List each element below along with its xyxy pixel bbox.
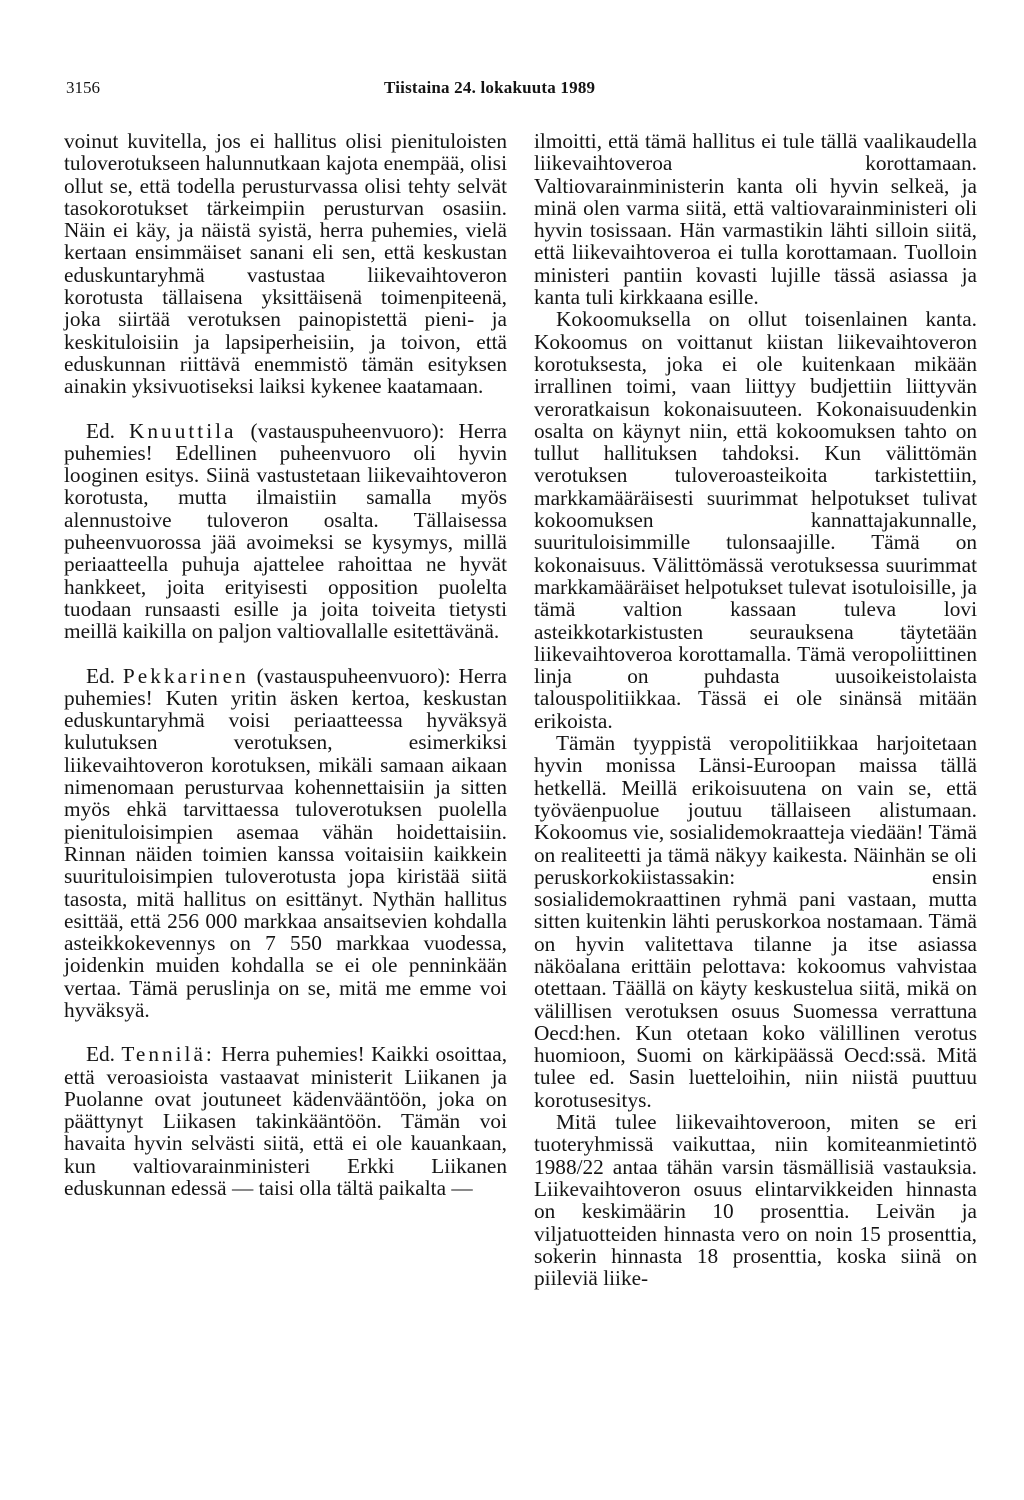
speaker-prefix: Ed. — [86, 418, 115, 443]
paragraph: Kokoomuksella on ollut toisenlainen kanta. Kokoomus on voittanut kiistan liikevaihtoveron korotuksesta, joka ei ole kuitenkaan mikään irrallinen toimi, vaan liittyy budjettiin liittyvän veroratkaisun kokonaisuuteen. Kokonaisuudenkin osalta on käynyt niin, että kokoomuksen tahto on tullut hallituksen tahdoksi. Kun välittömän verotuksen tuloveroasteikoita tarkistettiin, markkamääräisesti suurimmat helpotukset tulivat kokoomuksen kannattajakunnalle, suurituloisimmille tulonsaajille. Tämä on kokonaisuus. Välittömässä verotuksessa suurimmat markkamääräiset helpotukset tulevat isotuloisille, ja tämä valtion kassaan tuleva lovi asteikkotarkistusten seurauksena täytetään liikevaihtoveroa korottamalla. Tämä veropoliittinen linja on puhdasta uusoikeistolaista talouspolitiikkaa. Tässä ei ole sinänsä mitään erikoista. — [534, 307, 977, 733]
speaker-prefix: Ed. — [86, 663, 115, 688]
page-date: Tiistaina 24. lokakuuta 1989 — [384, 78, 596, 97]
left-column — [64, 130, 507, 1199]
paragraph: Tämän tyyppistä veropolitiikkaa harjoitetaan hyvin monissa Länsi-Euroopan maissa tällä hetkellä. Meillä erikoisuutena on vain se, että työväenpuolue joutuu tällaiseen alistumaan. Kokoomus vie, sosialidemokraatteja viedään! Tämä on realiteetti ja tämä näkyy kaikesta. Näinhän se oli peruskorkokiistassakin: ensin sosialidemokraattinen ryhmä pani vastaan, mutta sitten kuitenkin lähti peruskorkoa nostamaan. Tämä on hyvin valitettava tilanne ja itse asiassa näköalana erittäin pelottava: kokoomus vahvistaa otettaan. Täällä on käyty keskustelua siitä, mikä on välillisen verotuksen osuus Suomessa verrattuna Oecd:hen. Kun otetaan koko välillinen verotus huomioon, Suomi on kärkipäässä Oecd:ssä. Mitä tulee ed. Sasin luetteloihin, niin niistä puuttuu korotusesitys. — [534, 731, 977, 1112]
speech-text: (vastauspuheenvuoro): Herra puhemies! Edellinen puheenvuoro oli hyvin looginen esitys. Siinä vastustetaan liikevaihtoveron korotusta, mutta ilmaistiin samalla myös alennustoive tuloveron osalta. Tällaisessa puheenvuorossa jää avoimeksi se kysymys, millä periaatteella puhuja ajattelee rahoittaa ne hyvät hankkeet, joita erityisesti opposition puolelta tuodaan runsaasti esille ja joita toiveita tietysti meillä kaikilla on paljon valtiovallalle esitettävänä. — [64, 418, 508, 644]
right-column — [534, 130, 977, 1289]
paragraph: ilmoitti, että tämä hallitus ei tule tällä vaalikaudella liikevaihtoveroa korottamaan. Valtiovarainministerin kanta oli hyvin selkeä, ja minä olen varma siitä, että valtiovarainministeri oli hyvin tosissaan. Hän varmastikin lähti silloin siitä, että liikevaihtoveroa ei tulla korottamaan. Tuolloin ministeri pantiin kovasti lujille tässä asiassa ja kanta tuli kirkkaana esille. — [534, 129, 977, 310]
speech-text: Herra puhemies! Kaikki osoittaa, että veroasioista vastaavat ministerit Liikanen ja Puolanne ovat joutuneet kädenvääntöön, joka on päättynyt Liikasen takinkääntöön. Tämän voi havaita hyvin selvästi siitä, että ei ole kauankaan, kun valtiovarainministeri Erkki Liikanen eduskunnan edessä — taisi olla tältä paikalta — — [64, 1042, 508, 1201]
paragraph: Mitä tulee liikevaihtoveroon, miten se eri tuoteryhmissä vaikuttaa, niin komiteanmietintö 1988/22 antaa tähän varsin täsmällisiä vastauksia. Liikevaihtoveron osuus elintarvikkeiden hinnasta on keskimäärin 10 prosenttia. Leivän ja viljatuotteiden hinnasta vero on noin 15 prosenttia, sokerin hinnasta 18 prosenttia, koska siinä on piileviä liike- — [534, 1110, 977, 1291]
speaker-name: Pekkarinen — [122, 663, 249, 688]
speech-paragraph — [64, 665, 507, 1022]
speech-paragraph — [64, 1043, 507, 1199]
page-header — [66, 78, 976, 108]
page-number: 3156 — [66, 78, 100, 97]
speaker-name: Tennilä: — [121, 1042, 215, 1067]
speaker-name: Knuuttila — [129, 418, 237, 443]
paragraph: voinut kuvitella, jos ei hallitus olisi pienituloisten tuloverotukseen halunnutkaan kajota enempää, olisi ollut se, että todella perusturvassa olisi tehty selvät tasokorotukset tärkeimpiin perusturvan osasiin. Näin ei käy, ja näistä syistä, herra puhemies, vielä kertaan ensimmäiset sanani eli sen, että keskustan eduskuntaryhmä vastustaa liikevaihtoveron korotusta tällaisena yksittäisenä toimenpiteenä, joka siirtää verotuksen painopistettä pieni- ja keskituloisiin ja lapsiperheisiin, ja toivon, että eduskunnan riittävä enemmistö tämän esityksen ainakin yksivuotiseksi laiksi kykenee kaatamaan. — [64, 129, 507, 399]
speech-paragraph — [64, 420, 507, 643]
speech-text: (vastauspuheenvuoro): Herra puhemies! Kuten yritin äsken kertoa, keskustan eduskuntaryhmä voisi periaatteessa hyväksyä kulutuksen verotuksen, esimerkiksi liikevaihtoveron korotuksen, mikäli samaan aikaan nimenomaan perusturvaa kohennettaisiin ja sitten myös ehkä tarvittaessa tuloverotuksen puolella pienituloisimpien asemaa vähän hoidettaisiin. Rinnan näiden toimien kanssa voitaisiin kaikkein suurituloisimpien tuloverotusta jopa kiristää siitä tasosta, mitä hallitus on esittänyt. Nythän hallitus esittää, että 256 000 markkaa ansaitsevien kohdalla asteikkokevennys on 7 550 markkaa vuodessa, joidenkin muiden kohdalla se ei ole penninkään vertaa. Tämä peruslinja on se, mitä me emme voi hyväksyä. — [64, 663, 508, 1022]
speaker-prefix: Ed. — [86, 1042, 115, 1067]
